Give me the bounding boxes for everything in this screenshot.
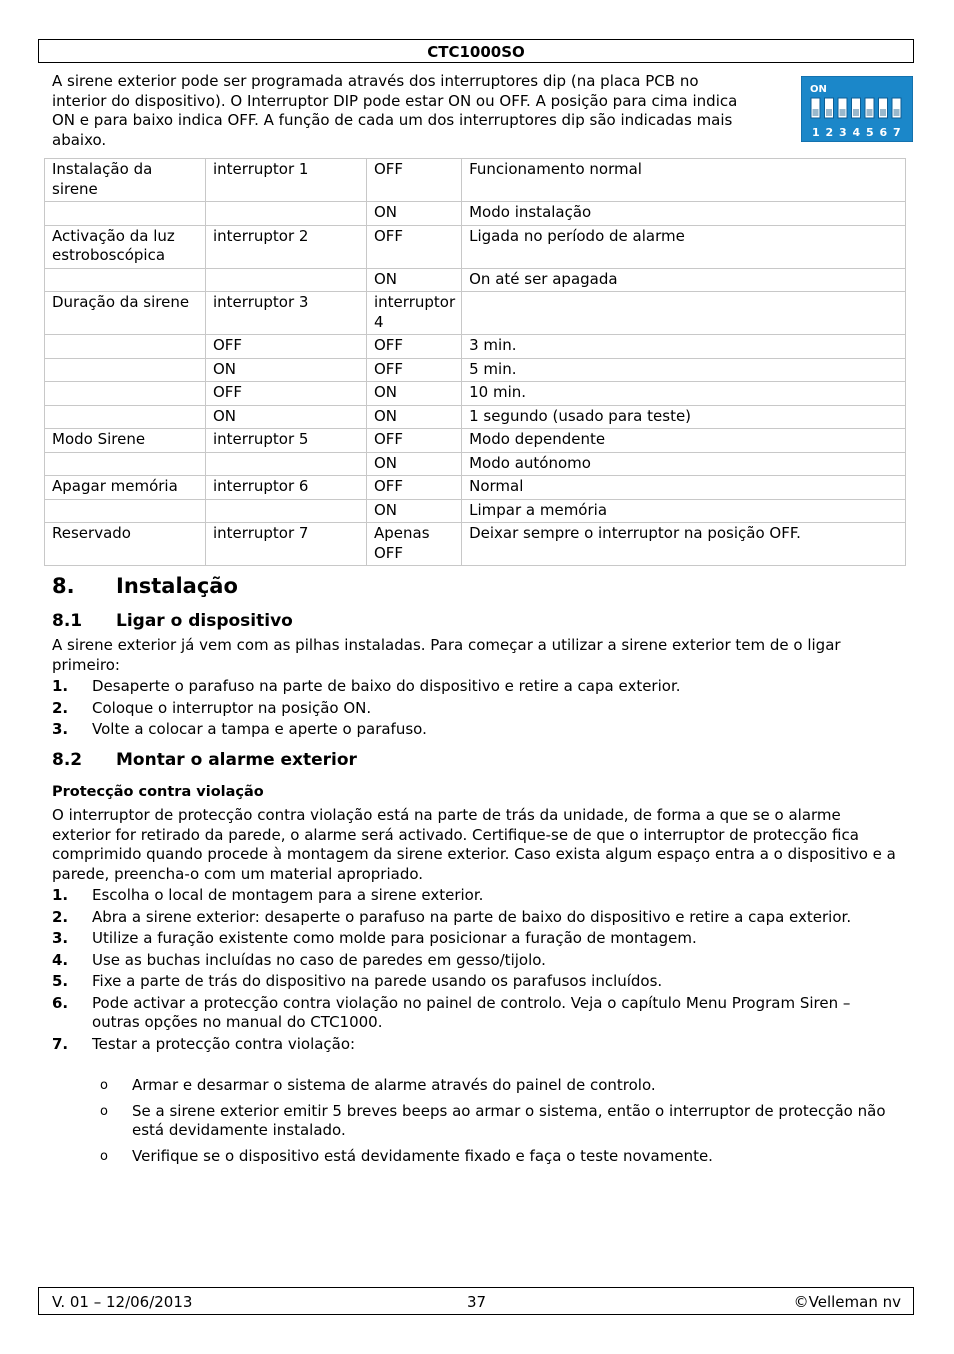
dip-number: 4	[852, 126, 861, 139]
bullet: o	[100, 1148, 108, 1164]
table-cell: ON	[367, 202, 462, 226]
list-text: Escolha o local de montagem para a sirene exterior.	[92, 886, 484, 904]
table-row	[45, 292, 906, 335]
table-cell: OFF	[367, 358, 462, 382]
list-text: Pode activar a protecção contra violação no painel de controlo. Veja o capítulo Menu Program Siren – outras opções no manual do CTC1000.	[92, 993, 851, 1031]
table-cell: Modo autónomo	[462, 452, 906, 476]
table-row	[45, 335, 906, 359]
list-item	[52, 677, 902, 697]
table-cell: Reservado	[45, 523, 206, 566]
table-cell: interruptor 4	[367, 292, 462, 335]
dip-switch-image	[801, 76, 913, 142]
sub-list-text: Armar e desarmar o sistema de alarme através do painel de controlo.	[132, 1076, 656, 1094]
dip-switch-knob	[867, 109, 873, 116]
table-cell: Funcionamento normal	[462, 159, 906, 202]
table-cell: OFF	[367, 335, 462, 359]
table-cell: OFF	[206, 382, 367, 406]
intro-paragraph: A sirene exterior pode ser programada através dos interruptores dip (na placa PCB no interior do dispositivo). O Interruptor DIP pode estar ON ou OFF. A posição para cima indica ON e para baixo indica OFF. A função de cada um dos interruptores dip são indicadas mais abaixo.	[52, 72, 738, 149]
table-row	[45, 476, 906, 500]
table-cell: ON	[367, 499, 462, 523]
page-header	[38, 39, 914, 63]
table-row	[45, 523, 906, 566]
table-cell	[45, 452, 206, 476]
table-cell: interruptor 7	[206, 523, 367, 566]
table-row	[45, 358, 906, 382]
footer-version: V. 01 – 12/06/2013	[52, 1293, 193, 1311]
table-cell: Modo dependente	[462, 429, 906, 453]
list-text: Utilize a furação existente como molde para posicionar a furação de montagem.	[92, 929, 697, 947]
table-cell: Instalação da sirene	[45, 159, 206, 202]
table-cell	[206, 268, 367, 292]
table-cell	[206, 499, 367, 523]
list-text: Desaperte o parafuso na parte de baixo do dispositivo e retire a capa exterior.	[92, 677, 681, 695]
table-row	[45, 159, 906, 202]
document-title: CTC1000SO	[427, 43, 525, 61]
sub-list-item	[92, 1102, 902, 1141]
table-row	[45, 202, 906, 226]
dip-number: 2	[825, 126, 834, 139]
dip-switch-knob	[880, 109, 886, 116]
table-cell	[45, 382, 206, 406]
section-8-1-intro: A sirene exterior já vem com as pilhas instaladas. Para começar a utilizar a sirene exterior tem de o ligar primeiro:	[52, 636, 841, 674]
section-8-2-heading	[52, 750, 357, 770]
table-cell: ON	[367, 405, 462, 429]
table-cell: Apagar memória	[45, 476, 206, 500]
table-cell: ON	[367, 382, 462, 406]
table-cell: interruptor 3	[206, 292, 367, 335]
list-number: 2.	[52, 698, 69, 717]
list-item	[52, 699, 902, 719]
table-cell: Apenas OFF	[367, 523, 462, 566]
table-cell: ON	[367, 452, 462, 476]
list-item	[52, 908, 902, 928]
dip-number: 1	[812, 126, 820, 139]
list-number: 4.	[52, 950, 69, 969]
page-number: 37	[467, 1293, 487, 1311]
footer-copyright: ©Velleman nv	[793, 1293, 901, 1311]
list-item	[52, 972, 902, 992]
table-cell: OFF	[367, 159, 462, 202]
table-row	[45, 429, 906, 453]
dip-number: 3	[839, 126, 847, 139]
table-cell: Modo instalação	[462, 202, 906, 226]
list-number: 2.	[52, 907, 69, 926]
table-cell: 3 min.	[462, 335, 906, 359]
sub-list-item	[92, 1147, 902, 1167]
section-8-1-steps	[52, 677, 902, 742]
dip-switch-knob	[826, 109, 832, 116]
table-cell	[45, 405, 206, 429]
table-row	[45, 268, 906, 292]
table-cell: On até ser apagada	[462, 268, 906, 292]
table-cell	[206, 202, 367, 226]
table-cell: OFF	[367, 476, 462, 500]
table-row	[45, 405, 906, 429]
table-cell: Normal	[462, 476, 906, 500]
table-cell: Duração da sirene	[45, 292, 206, 335]
tamper-protection-heading: Protecção contra violação	[52, 784, 264, 800]
list-number: 1.	[52, 886, 69, 904]
list-item	[52, 720, 902, 740]
table-row	[45, 452, 906, 476]
table-cell: interruptor 1	[206, 159, 367, 202]
table-cell	[45, 335, 206, 359]
subsection-title: Ligar o dispositivo	[116, 611, 293, 631]
sub-list-item	[92, 1076, 902, 1096]
section-number: 8.	[52, 574, 75, 598]
table-cell	[206, 452, 367, 476]
table-cell	[45, 499, 206, 523]
dip-switch-knob	[840, 109, 846, 116]
bullet: o	[100, 1103, 108, 1119]
table-cell: interruptor 5	[206, 429, 367, 453]
table-cell: interruptor 6	[206, 476, 367, 500]
list-text: Abra a sirene exterior: desaperte o parafuso na parte de baixo do dispositivo e retire a capa exterior.	[92, 907, 852, 926]
dip-number: 6	[879, 126, 888, 139]
table-cell	[45, 202, 206, 226]
dip-number: 5	[866, 126, 874, 139]
list-number: 5.	[52, 972, 69, 990]
table-cell: Activação da luz estroboscópica	[45, 225, 206, 268]
table-row	[45, 499, 906, 523]
table-cell: ON	[206, 358, 367, 382]
table-cell: ON	[367, 268, 462, 292]
table-cell: OFF	[367, 225, 462, 268]
subsection-number: 8.1	[52, 611, 83, 631]
table-cell	[462, 292, 906, 335]
table-row	[45, 225, 906, 268]
list-item	[52, 929, 902, 949]
list-text: Volte a colocar a tampa e aperte o parafuso.	[92, 720, 427, 738]
table-cell: Ligada no período de alarme	[462, 225, 906, 268]
table-row	[45, 382, 906, 406]
table-cell: OFF	[367, 429, 462, 453]
list-number: 3.	[52, 929, 69, 947]
table-cell: 10 min.	[462, 382, 906, 406]
list-text: Use as buchas incluídas no caso de paredes em gesso/tijolo.	[92, 950, 546, 969]
list-text: Coloque o interruptor na posição ON.	[92, 698, 372, 717]
dip-switch-knob	[813, 109, 819, 116]
dip-switch-knob	[894, 109, 900, 116]
section-8-2-substeps	[92, 1076, 902, 1172]
subsection-number: 8.2	[52, 750, 83, 770]
section-8-heading	[52, 574, 238, 598]
dip-switch-table	[44, 158, 906, 566]
table-cell: OFF	[206, 335, 367, 359]
table-cell: Deixar sempre o interruptor na posição OFF.	[462, 523, 906, 566]
dip-number: 7	[893, 126, 901, 139]
table-cell: Modo Sirene	[45, 429, 206, 453]
list-item	[52, 994, 902, 1033]
list-number: 6.	[52, 993, 69, 1012]
sub-list-text: Verifique se o dispositivo está devidamente fixado e faça o teste novamente.	[132, 1146, 713, 1165]
list-item	[52, 886, 902, 906]
sub-list-text: Se a sirene exterior emitir 5 breves beeps ao armar o sistema, então o interruptor de protecção não está devidamente instalado.	[132, 1101, 886, 1139]
table-cell: ON	[206, 405, 367, 429]
table-cell: Limpar a memória	[462, 499, 906, 523]
list-item	[52, 1035, 902, 1055]
section-title: Instalação	[116, 574, 238, 598]
page-footer	[38, 1287, 914, 1315]
table-cell	[45, 268, 206, 292]
list-text: Testar a protecção contra violação:	[92, 1034, 356, 1053]
section-8-1-heading	[52, 611, 293, 631]
bullet: o	[100, 1078, 108, 1093]
list-number: 7.	[52, 1034, 69, 1053]
list-number: 3.	[52, 720, 69, 738]
subsection-title: Montar o alarme exterior	[116, 750, 357, 770]
table-cell	[45, 358, 206, 382]
list-item	[52, 951, 902, 971]
list-text: Fixe a parte de trás do dispositivo na parede usando os parafusos incluídos.	[92, 972, 663, 990]
dip-switch-knob	[853, 109, 859, 116]
table-cell: 1 segundo (usado para teste)	[462, 405, 906, 429]
dip-on-label: ON	[810, 84, 827, 95]
table-cell: 5 min.	[462, 358, 906, 382]
section-8-2-intro: O interruptor de protecção contra violação está na parte de trás da unidade, de forma a que se o alarme exterior for retirado da parede, o alarme será activado. Certifique-se de que o interruptor de protecção fica comprimido quando procede à montagem da sirene exterior. Caso exista algum espaço entra a o dispositivo e a parede, preencha-o com um material apropriado.	[52, 806, 896, 883]
section-8-2-steps	[52, 886, 902, 1056]
list-number: 1.	[52, 677, 69, 695]
table-cell: interruptor 2	[206, 225, 367, 268]
